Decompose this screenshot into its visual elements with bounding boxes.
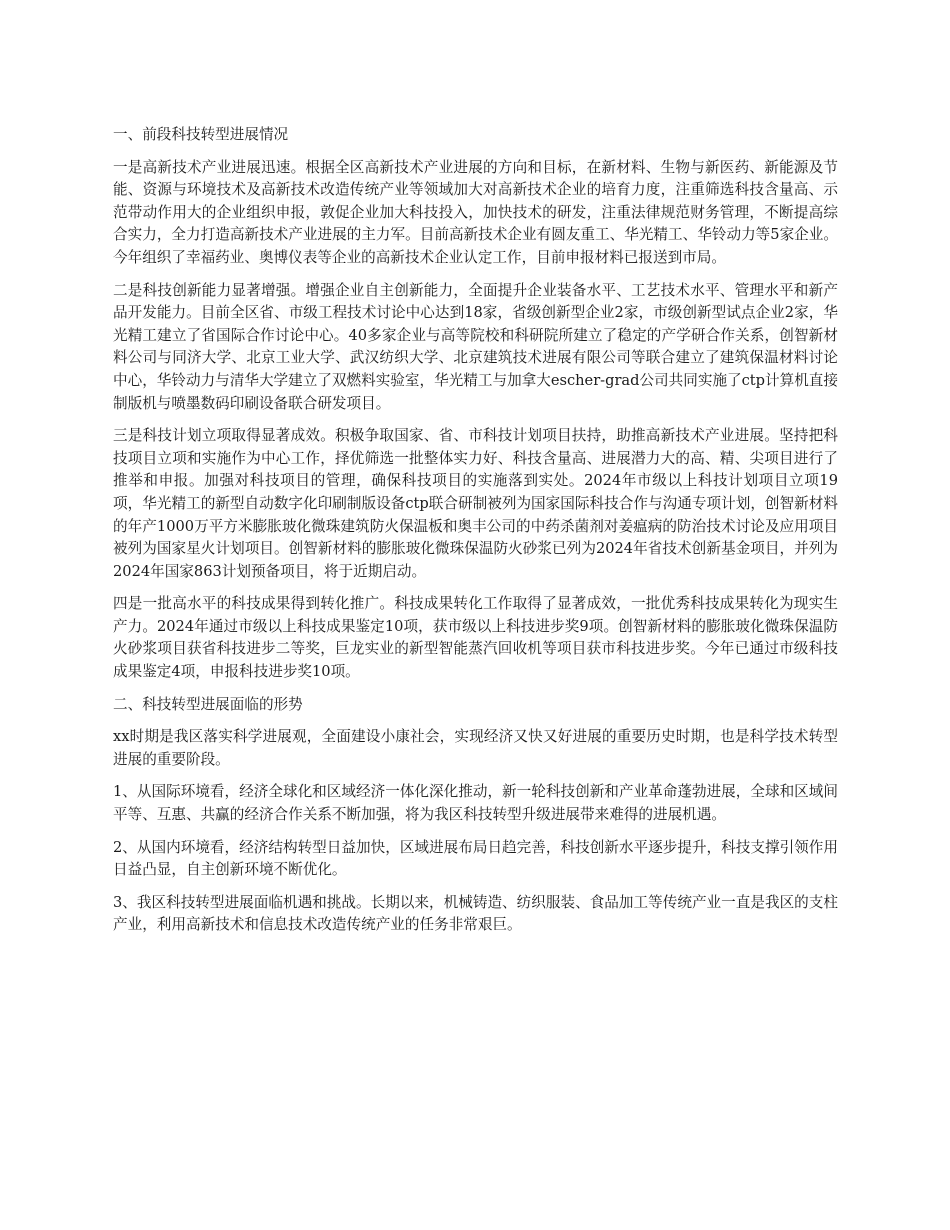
paragraph-2: 二是科技创新能力显著增强。增强企业自主创新能力，全面提升企业装备水平、工艺技术水平、管理水平和新产品开发能力。目前全区省、市级工程技术讨论中心达到18家，省级创新型企业2家，市级创新型试点企业2家，华光精工建立了省国际合作讨论中心。40多家企业与高等院校和科研院所建立了稳定的产学研合作关系，创智新材料公司与同济大学、北京工业大学、武汉纺织大学、北京建筑技术进展有限公司等联合建立了建筑保温材料讨论中心，华铃动力与清华大学建立了双燃料实验室，华光精工与加拿大escher-grad公司共同实施了ctp计算机直接制版机与喷墨数码印刷设备联合研发项目。 [113,281,838,412]
paragraph-3: 三是科技计划立项取得显著成效。积极争取国家、省、市科技计划项目扶持，助推高新技术产业进展。坚持把科技项目立项和实施作为中心工作，择优筛选一批整体实力好、科技含量高、进展潜力大的高、精、尖项目进行了推举和申报。加强对科技项目的管理，确保科技项目的实施落到实处。2024年市级以上科技计划项目立项19项，华光精工的新型自动数字化印刷制版设备ctp联合研制被列为国家国际科技合作与沟通专项计划，创智新材料的年产1000万平方米膨胀玻化微珠建筑防火保温板和奥丰公司的中药杀菌剂对姜瘟病的防治技术讨论及应用项目被列为国家星火计划项目。创智新材料的膨胀玻化微珠保温防火砂浆已列为2024年省技术创新基金项目，并列为2024年国家863计划预备项目，将于近期启动。 [113,427,838,580]
paragraph-4: 四是一批高水平的科技成果得到转化推广。科技成果转化工作取得了显著成效，一批优秀科技成果转化为现实生产力。2024年通过市级以上科技成果鉴定10项，获市级以上科技进步奖9项。创智新材料的膨胀玻化微珠保温防火砂浆项目获省科技进步二等奖，巨龙实业的新型智能蒸汽回收机等项目获市科技进步奖。今年已通过市级科技成果鉴定4项，申报科技进步奖10项。 [113,595,838,681]
section-heading-1: 一、前段科技转型进展情况 [113,126,289,143]
paragraph-8: 3、我区科技转型进展面临机遇和挑战。长期以来，机械铸造、纺织服装、食品加工等传统产业一直是我区的支柱产业，利用高新技术和信息技术改造传统产业的任务非常艰巨。 [113,893,838,934]
paragraph-1: 一是高新技术产业进展迅速。根据全区高新技术产业进展的方向和目标，在新材料、生物与新医药、新能源及节能、资源与环境技术及高新技术改造传统产业等领域加大对高新技术企业的培育力度，注重筛选科技含量高、示范带动作用大的企业组织申报，敦促企业加大科技投入，加快技术的研发，注重法律规范财务管理，不断提高综合实力，全力打造高新技术产业进展的主力军。目前高新技术企业有圆友重工、华光精工、华铃动力等5家企业。今年组织了幸福药业、奥博仪表等企业的高新技术企业认定工作，目前申报材料已报送到市局。 [113,158,838,266]
paragraph-6: 1、从国际环境看，经济全球化和区域经济一体化深化推动，新一轮科技创新和产业革命蓬勃进展，全球和区域间平等、互惠、共赢的经济合作关系不断加强，将为我区科技转型升级进展带来难得的进展机遇。 [113,783,838,824]
paragraph-5: xx时期是我区落实科学进展观，全面建设小康社会，实现经济又快又好进展的重要历史时期，也是科学技术转型进展的重要阶段。 [113,728,838,768]
document-body [113,124,838,947]
section-heading-2: 二、科技转型进展面临的形势 [113,695,303,713]
paragraph-7: 2、从国内环境看，经济结构转型日益加快，区域进展布局日趋完善，科技创新水平逐步提升，科技支撑引领作用日益凸显，自主创新环境不断优化。 [113,838,838,879]
